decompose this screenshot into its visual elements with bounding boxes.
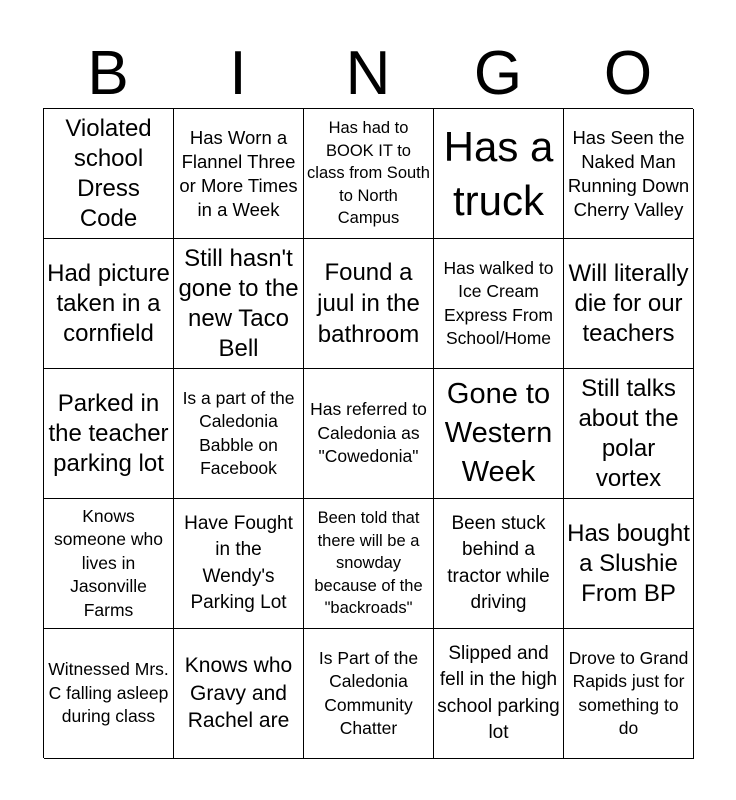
- cell-text: Slipped and fell in the high school parking lot: [437, 642, 560, 743]
- cell-text: Has a truck: [443, 122, 554, 224]
- bingo-cell[interactable]: [304, 239, 434, 369]
- cell-text: Found a juul in the bathroom: [317, 259, 420, 348]
- bingo-cell[interactable]: [304, 109, 434, 239]
- bingo-cell[interactable]: [44, 109, 174, 239]
- bingo-cell[interactable]: [434, 109, 564, 239]
- cell-text: Has Seen the Naked Man Running Down Cherry Valley: [567, 126, 690, 220]
- cell-text: Has Worn a Flannel Three or More Times in a Week: [179, 126, 298, 220]
- bingo-cell[interactable]: [304, 629, 434, 759]
- bingo-cell[interactable]: [434, 369, 564, 499]
- cell-text: Still hasn't gone to the new Taco Bell: [178, 244, 299, 362]
- cell-text: Witnessed Mrs. C falling asleep during class: [48, 659, 169, 727]
- cell-text: Drove to Grand Rapids just for something to do: [568, 647, 689, 738]
- cell-text: Had picture taken in a cornfield: [47, 259, 170, 347]
- cell-text: Parked in the teacher parking lot: [48, 389, 169, 477]
- bingo-cell[interactable]: [174, 629, 304, 759]
- bingo-cell[interactable]: [434, 629, 564, 759]
- bingo-cell[interactable]: [564, 109, 694, 239]
- bingo-cell[interactable]: [304, 369, 434, 499]
- bingo-cell[interactable]: [44, 499, 174, 629]
- bingo-cell[interactable]: [434, 239, 564, 369]
- bingo-cell[interactable]: [174, 109, 304, 239]
- bingo-cell[interactable]: [564, 369, 694, 499]
- cell-text: Knows someone who lives in Jasonville Farms: [54, 505, 163, 620]
- bingo-cell[interactable]: [174, 239, 304, 369]
- cell-text: Will literally die for our teachers: [568, 259, 689, 347]
- bingo-cell[interactable]: [564, 239, 694, 369]
- cell-text: Has bought a Slushie From BP: [567, 519, 690, 607]
- cell-text: Have Fought in the Wendy's Parking Lot: [184, 512, 293, 613]
- bingo-header: [43, 38, 693, 108]
- bingo-cell[interactable]: [44, 239, 174, 369]
- bingo-cell[interactable]: [564, 629, 694, 759]
- bingo-board: [43, 108, 693, 758]
- cell-text: Has walked to Ice Cream Express From School/Home: [443, 257, 554, 348]
- cell-text: Is a part of the Caledonia Babble on Facebook: [182, 387, 295, 478]
- bingo-cell[interactable]: [174, 499, 304, 629]
- cell-text: Still talks about the polar vortex: [578, 374, 679, 492]
- bingo-cell[interactable]: [304, 499, 434, 629]
- cell-text: Been stuck behind a tractor while driving: [447, 512, 550, 613]
- header-letter-g: G: [473, 39, 523, 108]
- header-letter-b: B: [87, 39, 129, 108]
- bingo-cell[interactable]: [44, 369, 174, 499]
- bingo-cell[interactable]: [174, 369, 304, 499]
- header-letter-n: N: [345, 39, 391, 108]
- cell-text: Gone to Western Week: [444, 378, 553, 488]
- bingo-cell[interactable]: [564, 499, 694, 629]
- cell-text: Been told that there will be a snowday because of the "backroads": [314, 509, 423, 618]
- cell-text: Is Part of the Caledonia Community Chatter: [318, 647, 419, 738]
- cell-text: Has referred to Caledonia as "Cowedonia": [310, 399, 427, 467]
- cell-text: Has had to BOOK IT to class from South to North Campus: [307, 119, 430, 228]
- bingo-cell[interactable]: [434, 499, 564, 629]
- header-letter-i: I: [229, 39, 247, 108]
- cell-text: Violated school Dress Code: [65, 114, 152, 232]
- bingo-cell[interactable]: [44, 629, 174, 759]
- header-letter-o: O: [603, 39, 653, 108]
- cell-text: Knows who Gravy and Rachel are: [184, 654, 293, 733]
